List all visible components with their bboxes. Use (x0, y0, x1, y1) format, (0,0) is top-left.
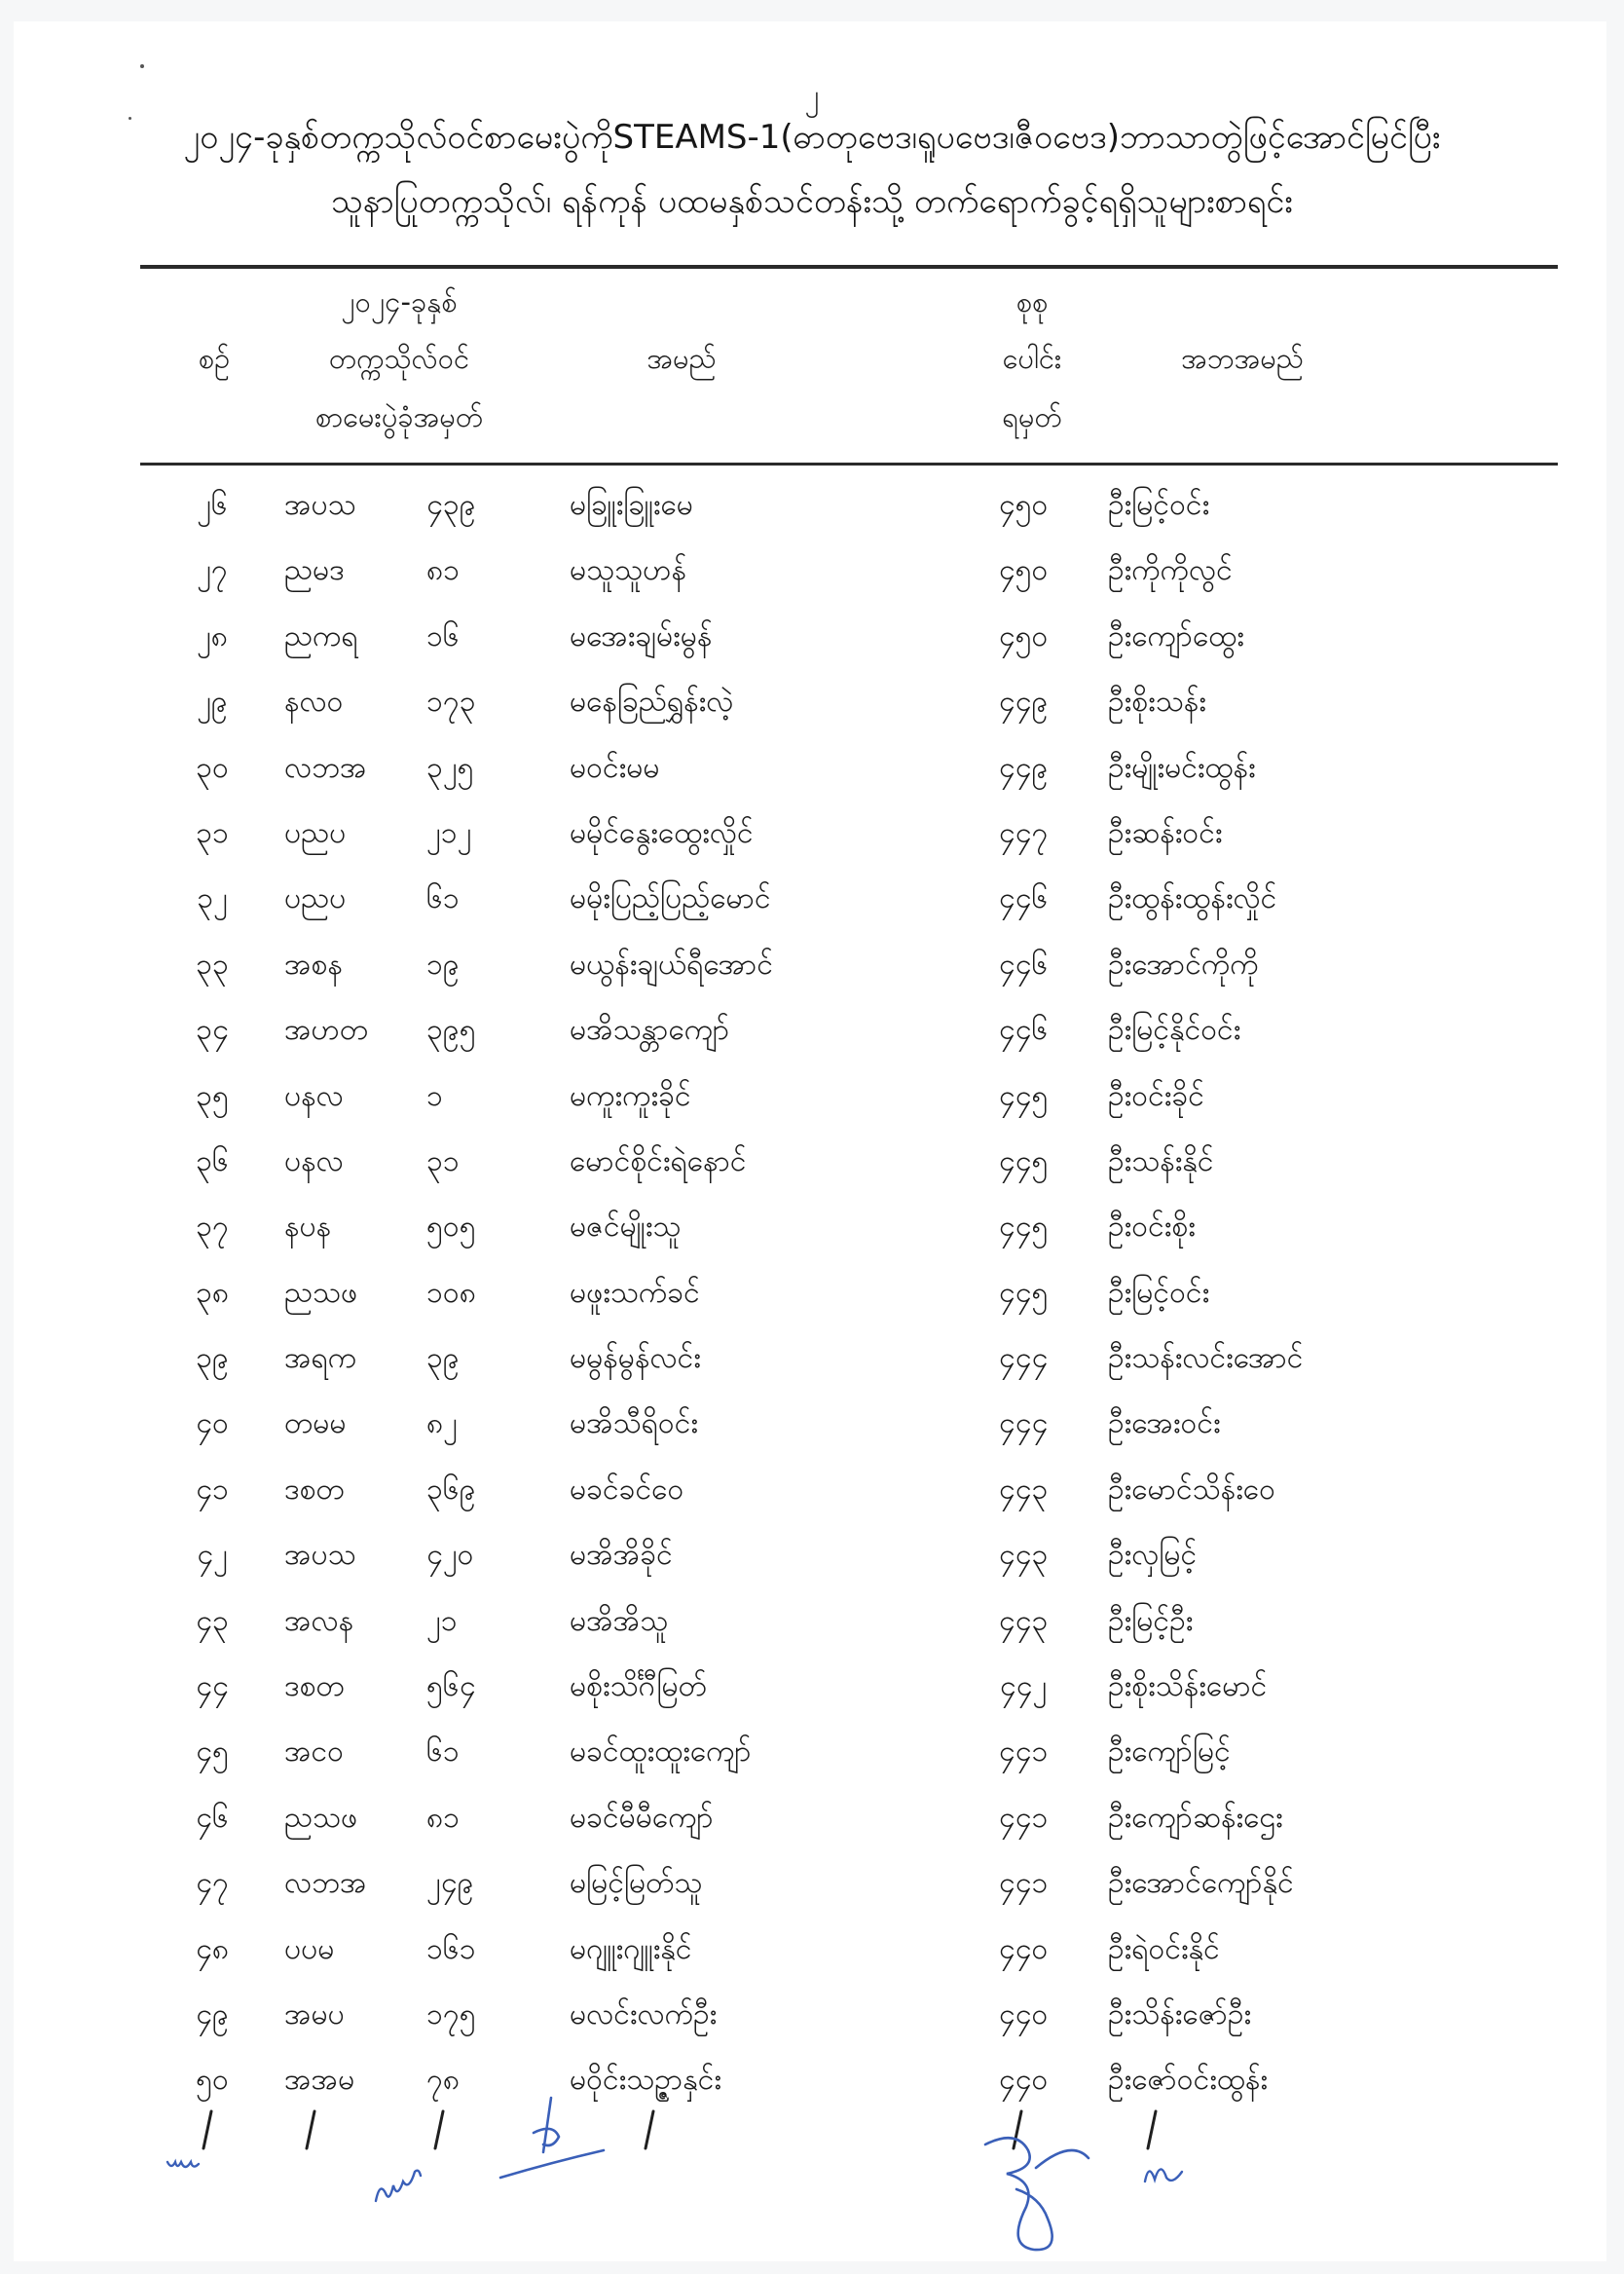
exam-roll-number: ၁၆၁ (426, 1931, 476, 1966)
serial-no: ၃၃ (196, 947, 229, 982)
exam-township-code: ပနလ (284, 1078, 344, 1113)
total-marks: ၄၄၁ (998, 1866, 1049, 1901)
student-name: မအေးချမ်းမွန် (570, 618, 713, 653)
father-name: ဦးသန်းလင်းအောင် (1108, 1341, 1304, 1376)
father-name: ဦးကျော်ဆန်းဌေး (1108, 1800, 1283, 1835)
table-row (0, 1657, 1624, 1722)
exam-township-code: လဘအ (284, 1866, 367, 1901)
table-row (0, 2050, 1624, 2115)
student-name: မခြူးခြူးမေ (570, 488, 693, 522)
table-header-rule (140, 463, 1558, 466)
handwritten-initial (1139, 2152, 1198, 2191)
table-row (0, 1132, 1624, 1197)
table-body (0, 475, 1624, 2116)
total-marks: ၄၄၅ (998, 1143, 1049, 1178)
table-row (0, 541, 1624, 606)
exam-roll-number: ၄၂၀ (426, 1538, 474, 1573)
table-row (0, 1460, 1624, 1525)
exam-roll-number: ၈၁ (426, 553, 461, 588)
exam-roll-number: ၂၁ (426, 1603, 458, 1638)
exam-township-code: လဘအ (284, 750, 367, 785)
exam-roll-number: ၈၂ (426, 1406, 458, 1441)
exam-township-code: ညသဖ (284, 1800, 358, 1835)
total-marks: ၄၄၄ (998, 1341, 1049, 1376)
exam-township-code: အပသ (284, 488, 356, 522)
student-name: မနေခြည်ရွှန်းလဲ့ (570, 685, 734, 720)
total-marks: ၄၄၆ (998, 881, 1049, 916)
student-name: မအိသီရိဝင်း (570, 1406, 699, 1441)
table-row (0, 1788, 1624, 1853)
total-marks: ၄၄၀ (998, 1996, 1049, 2032)
exam-township-code: အဟတ (284, 1013, 369, 1048)
father-name: ဦးရဲဝင်းနိုင် (1108, 1931, 1220, 1966)
table-row (0, 869, 1624, 934)
serial-no: ၃၄ (196, 1013, 229, 1048)
exam-roll-number: ၁၀၈ (426, 1275, 476, 1310)
total-marks: ၄၄၁ (998, 1800, 1049, 1835)
exam-township-code: ဒစတ (284, 1669, 345, 1704)
handwritten-initial (164, 2148, 212, 2178)
serial-no: ၂၆ (197, 488, 228, 522)
total-marks: ၄၄၄ (998, 1406, 1049, 1441)
total-marks: ၄၅၀ (998, 618, 1049, 653)
total-marks: ၄၅၀ (998, 553, 1049, 588)
serial-no: ၂၈ (197, 618, 228, 653)
total-marks: ၄၄၉ (998, 685, 1049, 720)
student-name: မခင်ထူးထူးကျော် (570, 1734, 752, 1770)
exam-roll-number: ၁၆ (426, 618, 460, 653)
father-name: ဦးကိုကိုလွင် (1108, 553, 1233, 588)
total-marks: ၄၄၅ (998, 1210, 1049, 1245)
student-name: မဝိုင်းသဥ္ဇာနှင်း (570, 2063, 721, 2098)
student-name: မမိုးပြည့်ပြည့်မောင် (570, 881, 771, 916)
serial-no: ၄၁ (196, 1472, 229, 1507)
exam-township-code: အမပ (284, 1996, 345, 2032)
exam-roll-number: ၅၀၅ (426, 1210, 476, 1245)
serial-no: ၃၉ (196, 1341, 229, 1376)
table-row (0, 1525, 1624, 1590)
exam-roll-number: ၆၁ (426, 1734, 460, 1770)
exam-roll-number: ၃၁ (426, 1143, 460, 1178)
total-marks: ၄၄၃ (998, 1538, 1049, 1573)
serial-no: ၂၉ (197, 685, 228, 720)
father-name: ဦးအောင်ကိုကို (1108, 947, 1259, 982)
header-name: အမည် (646, 342, 717, 375)
table-row (0, 1722, 1624, 1787)
father-name: ဦးထွန်းထွန်းလှိုင် (1108, 881, 1277, 916)
serial-no: ၄၀ (196, 1406, 229, 1441)
exam-township-code: နလဝ (284, 685, 344, 720)
serial-no: ၄၃ (196, 1603, 229, 1638)
exam-township-code: ပညပ (284, 815, 347, 850)
father-name: ဦးသန်းနိုင် (1108, 1143, 1214, 1178)
verification-tick (304, 2109, 317, 2150)
total-marks: ၄၄၉ (998, 750, 1049, 785)
exam-roll-number: ၃၉ (426, 1341, 460, 1376)
student-name: မစိုးသိင်္ဂီမြတ် (570, 1669, 707, 1704)
verification-tick (643, 2109, 656, 2150)
page-number: ၂ (804, 79, 820, 113)
header-exam-line-2: တက္ကသိုလ်ဝင် (328, 342, 470, 375)
header-serial-no: စဉ် (198, 342, 231, 375)
total-marks: ၄၅၀ (998, 488, 1049, 522)
table-row (0, 935, 1624, 1000)
exam-township-code: ပညပ (284, 881, 347, 916)
speck (140, 64, 144, 68)
table-row (0, 1591, 1624, 1657)
total-marks: ၄၄၃ (998, 1472, 1049, 1507)
verification-tick (1145, 2109, 1159, 2150)
handwritten-signature (495, 2094, 611, 2181)
exam-roll-number: ၁ (426, 1078, 443, 1113)
serial-no: ၃၂ (197, 881, 228, 916)
student-name: မဇင်မျိုးသူ (570, 1210, 682, 1245)
exam-township-code: ဒစတ (284, 1472, 345, 1507)
exam-roll-number: ၃၆၉ (426, 1472, 476, 1507)
father-name: ဦးမောင်သိန်းဝေ (1108, 1472, 1275, 1507)
serial-no: ၄၅ (196, 1734, 229, 1770)
total-marks: ၄၄၃ (998, 1603, 1049, 1638)
table-row (0, 672, 1624, 737)
exam-township-code: တမမ (284, 1406, 347, 1441)
header-exam-line-3: စာမေးပွဲခုံအမှတ် (314, 400, 484, 433)
father-name: ဦးဝင်းစိုး (1108, 1210, 1196, 1245)
exam-township-code: ပပမ (284, 1931, 335, 1966)
serial-no: ၄၈ (195, 1931, 229, 1966)
table-row (0, 1853, 1624, 1919)
total-marks: ၄၄၁ (998, 1734, 1049, 1770)
serial-no: ၂၇ (197, 553, 228, 588)
table-row (0, 607, 1624, 672)
table-row (0, 803, 1624, 869)
exam-township-code: အအမ (284, 2063, 355, 2098)
exam-township-code: အပသ (284, 1538, 356, 1573)
total-marks: ၄၄၀ (998, 1931, 1049, 1966)
document-title-line-1: ၂၀၂၄-ခုနှစ်တက္ကသိုလ်ဝင်စာမေးပွဲကိုSTEAMS-1(ဓာတုဗေဒ၊ရူပဗေဒ၊ဇီဝဗေဒ)ဘာသာတွဲဖြင့်အောင်မြင်ပြီး (183, 118, 1441, 157)
table-row (0, 475, 1624, 541)
student-name: မခင်မီမီကျော် (570, 1800, 714, 1835)
father-name: ဦးအေးဝင်း (1108, 1406, 1221, 1441)
exam-township-code: ညမဒ (284, 553, 345, 588)
student-name: မောင်စိုင်းရဲနောင် (570, 1143, 747, 1178)
header-total-line-3: ရမှတ် (1002, 400, 1062, 433)
student-name: မဝင်းမမ (570, 750, 660, 785)
exam-roll-number: ၆၁ (426, 881, 460, 916)
exam-township-code: ညကရ (284, 618, 358, 653)
exam-roll-number: ၂၄၉ (426, 1866, 474, 1901)
serial-no: ၄၇ (196, 1866, 229, 1901)
serial-no: ၄၆ (196, 1800, 229, 1835)
father-name: ဦးလှမြင့် (1108, 1538, 1198, 1573)
total-marks: ၄၄၆ (998, 1013, 1049, 1048)
student-name: မအိအိခိုင် (570, 1538, 673, 1573)
header-father-name: အဘအမည် (1181, 342, 1304, 375)
exam-township-code: အင၀ (284, 1734, 345, 1770)
table-row (0, 1066, 1624, 1132)
exam-township-code: အစန (284, 947, 343, 982)
table-row (0, 1263, 1624, 1328)
student-name: မယွန်းချယ်ရီအောင် (570, 947, 774, 982)
exam-roll-number: ၁၇၅ (426, 1996, 476, 2032)
total-marks: ၄၄၅ (998, 1275, 1049, 1310)
header-exam-line-1: ၂၀၂၄-ခုနှစ် (341, 285, 458, 318)
exam-roll-number: ၁၉ (426, 947, 460, 982)
total-marks: ၄၄၆ (998, 947, 1049, 982)
total-marks: ၄၄၇ (998, 815, 1049, 850)
exam-roll-number: ၅၆၄ (426, 1669, 476, 1704)
exam-township-code: အလန (284, 1603, 354, 1638)
father-name: ဦးမျိုးမင်းထွန်း (1108, 750, 1256, 785)
student-name: မကူးကူးခိုင် (570, 1078, 691, 1113)
student-name: မခင်ခင်ဝေ (570, 1472, 684, 1507)
exam-township-code: ညသဖ (284, 1275, 358, 1310)
serial-no: ၃၆ (196, 1143, 229, 1178)
serial-no: ၃၈ (195, 1275, 229, 1310)
father-name: ဦးဝင်းခိုင် (1108, 1078, 1204, 1113)
father-name: ဦးကျော်မြင့် (1108, 1734, 1231, 1770)
student-name: မလင်းလက်ဦး (570, 1996, 718, 2032)
father-name: ဦးဇော်ဝင်းထွန်း (1108, 2063, 1268, 2098)
student-name: မအိသန္တာကျော် (570, 1013, 730, 1048)
document-title-line-2: သူနာပြုတက္ကသိုလ်၊ ရန်ကုန် ပထမနှစ်သင်တန်းသို့ တက်ရောက်ခွင့်ရရှိသူများစာရင်း (331, 182, 1293, 221)
table-row (0, 1394, 1624, 1459)
exam-roll-number: ၂၁၂ (426, 815, 472, 850)
exam-roll-number: ၃၂၅ (426, 750, 474, 785)
total-marks: ၄၄၀ (998, 2063, 1049, 2098)
father-name: ဦးမြင့်ဝင်း (1108, 1275, 1210, 1310)
table-top-rule (140, 265, 1558, 269)
student-name: မမြင့်မြတ်သူ (570, 1866, 703, 1901)
father-name: ဦးကျော်ထွေး (1108, 618, 1244, 653)
handwritten-signature (978, 2129, 1094, 2255)
table-row (0, 1920, 1624, 1985)
serial-no: ၃၁ (196, 815, 229, 850)
exam-roll-number: ၄၃၉ (426, 488, 476, 522)
serial-no: ၃၇ (196, 1210, 229, 1245)
verification-tick (201, 2109, 214, 2150)
exam-roll-number: ၈၁ (426, 1800, 461, 1835)
total-marks: ၄၄၂ (999, 1669, 1048, 1704)
exam-roll-number: ၁၇၃ (426, 685, 476, 720)
father-name: ဦးစိုးသိန်းမောင် (1108, 1669, 1268, 1704)
table-row (0, 1197, 1624, 1262)
table-row (0, 738, 1624, 803)
exam-roll-number: ၇၈ (426, 2063, 461, 2098)
header-total-line-1: စုစု (1015, 285, 1049, 318)
table-row (0, 1985, 1624, 2050)
student-name: မသူသူဟန် (570, 553, 687, 588)
exam-roll-number: ၃၉၅ (426, 1013, 476, 1048)
serial-no: ၃၀ (196, 750, 229, 785)
header-total-line-2: ပေါင်း (1002, 342, 1062, 375)
student-name: မဖူးသက်ခင် (570, 1275, 700, 1310)
father-name: ဦးမြင့်နိုင်ဝင်း (1108, 1013, 1241, 1048)
father-name: ဦးသိန်းဇော်ဦး (1108, 1996, 1252, 2032)
serial-no: ၄၉ (196, 1996, 229, 2032)
serial-no: ၅၀ (196, 2063, 229, 2098)
table-row (0, 1328, 1624, 1394)
exam-township-code: အရက (284, 1341, 357, 1376)
serial-no: ၄၂ (197, 1538, 228, 1573)
serial-no: ၃၅ (196, 1078, 229, 1113)
handwritten-initial (370, 2143, 448, 2211)
father-name: ဦးဆန်းဝင်း (1108, 815, 1223, 850)
father-name: ဦးမြင့်ဝင်း (1108, 488, 1210, 522)
father-name: ဦးအောင်ကျော်နိုင် (1108, 1866, 1294, 1901)
exam-township-code: ပနလ (284, 1143, 344, 1178)
student-name: မအိအိသူ (570, 1603, 669, 1638)
father-name: ဦးမြင့်ဦး (1108, 1603, 1194, 1638)
total-marks: ၄၄၅ (998, 1078, 1049, 1113)
table-row (0, 1000, 1624, 1065)
serial-no: ၄၄ (196, 1669, 229, 1704)
student-name: မဂျူးဂျူးနိုင် (570, 1931, 692, 1966)
father-name: ဦးစိုးသန်း (1108, 685, 1206, 720)
exam-township-code: နပန (284, 1210, 332, 1245)
student-name: မမွန်မွန်လင်း (570, 1341, 701, 1376)
student-name: မမိုင်နွေးထွေးလှိုင် (570, 815, 754, 850)
